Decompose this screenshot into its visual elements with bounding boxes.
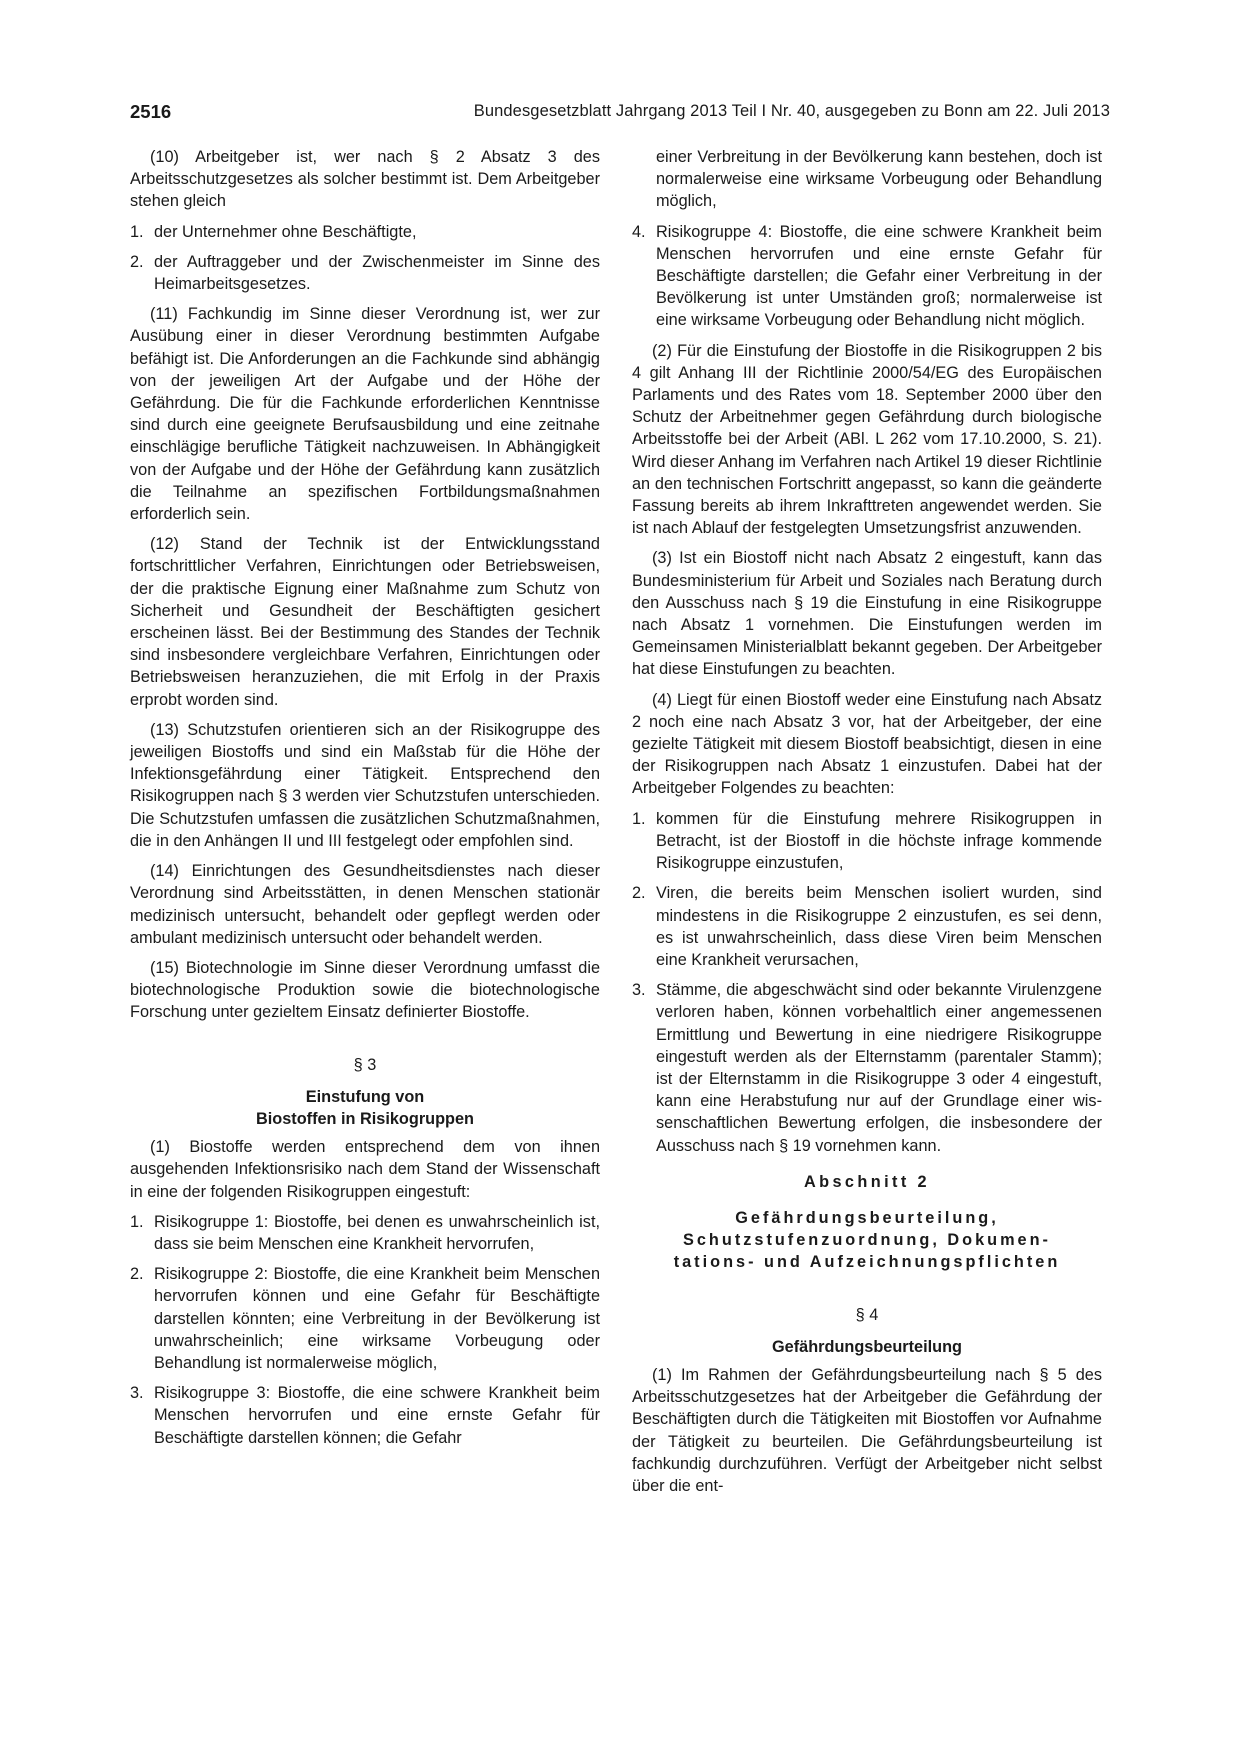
- section-3-paragraph-3: (3) Ist ein Biostoff nicht nach Absatz 2 eingestuft, kann das Bundesministerium für Arbeit und Soziales nach Beratung durch den Ausschuss nach § 19 die Einstufung in eine Risikogruppe nach Absatz 1 vornehmen. Die Einstufungen werden im Gemeinsamen Ministerialblatt bekannt gegeben. Der Arbeitgeber hat diese Einstufungen zu beachten.: [632, 549, 1102, 679]
- list-item-text: der Auftraggeber und der Zwischenmeister im Sinne des Heimarbeitsgesetzes.: [154, 252, 600, 294]
- chapter-number: Abschnitt 2: [803, 1172, 931, 1191]
- list-item: [130, 1263, 600, 1374]
- chapter-title: [632, 1207, 1102, 1274]
- list-item-text: Risikogruppe 2: Biostoffe, die eine Krankheit beim Menschen hervorrufen können und eine Gefahr für Beschäftigte darstellen könnten; eine Verbreitung in der Bevölkerung ist unwahrscheinlich; eine wirksame Vorbeugung oder Behandlung ist normalerweise möglich,: [154, 1265, 600, 1372]
- list-item: [632, 221, 1102, 332]
- list-item-text: Risikogruppe 4: Biostoffe, die eine schwere Krankheit beim Menschen hervorrufen und eine ernste Gefahr für Beschäftigte darstellen; die Gefahr einer Verbreitung in der Bevölkerung ist unter Umständen groß; normalerweise ist eine wirksame Vorbeugung oder Behandlung nicht möglich.: [656, 222, 1102, 330]
- paragraph-10: (10) Arbeitgeber ist, wer nach § 2 Absatz 3 des Arbeitsschutzgesetzes als solcher bestimmt ist. Dem Arbeitgeber stehen gleich: [130, 148, 600, 211]
- paragraph-15: (15) Biotechnologie im Sinne dieser Verordnung umfasst die biotechnologische Produktion sowie die biotechnologische Forschung unter gezieltem Einsatz definierter Biostoffe.: [130, 958, 600, 1022]
- list-item: [130, 1211, 600, 1255]
- list-item: [632, 882, 1102, 971]
- section-4-title: Gefährdungsbeurteilung: [772, 1337, 962, 1356]
- running-title: Bundesgesetzblatt Jahrgang 2013 Teil I Nr. 40, ausgegeben zu Bonn am 22. Juli 2013: [473, 102, 1110, 120]
- section-3-paragraph-1: (1) Biostoffe werden entsprechend dem von ihnen ausgehenden Infektionsrisiko nach dem Stand der Wissenschaft in eine der folgenden Risikogruppen eingestuft:: [130, 1138, 600, 1201]
- list-item-number: 2.: [130, 1265, 144, 1284]
- left-column: [130, 146, 600, 1457]
- list-item-text: einer Verbreitung in der Bevölkerung kann bestehen, doch ist normalerweise eine wirksame Vorbeugung oder Behandlung möglich,: [656, 148, 1102, 211]
- section-4-symbol: § 4: [855, 1305, 879, 1324]
- section-3-symbol: § 3: [353, 1055, 377, 1074]
- list-item-text: Risikogruppe 1: Biostoffe, bei denen es unwahrscheinlich ist, dass sie beim Menschen eine Krankheit hervorrufen,: [154, 1212, 600, 1253]
- list-item-number: 1.: [130, 222, 144, 241]
- section-3-paragraph-2: (2) Für die Einstufung der Biostoffe in die Risikogruppen 2 bis 4 gilt Anhang III der Richtlinie 2000/54/EG des Europäischen Parlaments und des Rates vom 18. September 2000 über den Schutz der Arbeitnehmer gegen Gefährdung durch biologische Arbeitsstoffe bei der Arbeit (ABl. L 262 vom 17.10.2000, S. 21). Wird dieser Anhang im Verfahren nach Artikel 19 dieser Richtlinie an den technischen Fortschritt angepasst, so kann die geänderte Fassung bereits ab ihrem Inkrafttreten angewendet werden. Sie ist nach Ablauf der festgelegten Umsetzungsfrist anzuwenden.: [632, 341, 1102, 538]
- list-item: [632, 808, 1102, 875]
- paragraph-10-list: [130, 221, 600, 296]
- risk-group-list: [130, 1211, 600, 1449]
- list-item-text: der Unternehmer ohne Beschäftigte,: [154, 222, 417, 241]
- list-item-text: kommen für die Einstufung mehrere Risikogruppen in Betracht, ist der Biostoff in die höchste infrage kommende Risikogruppe einzustufen,: [656, 809, 1102, 873]
- list-item-number: 3.: [130, 1384, 144, 1403]
- list-item-text: Risikogruppe 3: Biostoffe, die eine schwere Krankheit beim Menschen hervorrufen und eine ernste Gefahr für Beschäftigte darstellen können; die Gefahr: [154, 1384, 600, 1447]
- chapter-title-line-1: Gefährdungsbeurteilung,: [735, 1208, 999, 1227]
- list-item: [130, 251, 600, 295]
- list-item-number: 2.: [632, 884, 646, 903]
- chapter-title-line-2: Schutzstufenzuordnung, Dokumen-: [683, 1231, 1051, 1250]
- page-number: 2516: [130, 101, 172, 122]
- paragraph-13: (13) Schutzstufen orientieren sich an der Risikogruppe des jeweiligen Biostoffs und sind ein Maßstab für die Höhe der Infektionsgefährdung einer Tätigkeit. Entsprechend den Risikogruppen nach § 3 werden vier Schutzstufen unterschieden. Die Schutzstufen umfassen die zusätzlichen Schutzmaßnahmen, die in den Anhängen II und III festgelegt oder empfohlen sind.: [130, 720, 600, 850]
- section-3-paragraph-4: (4) Liegt für einen Biostoff weder eine Einstufung nach Absatz 2 noch eine nach Absatz 3 vor, hat der Arbeitgeber, der eine gezielte Tätigkeit mit diesem Biostoff beabsichtigt, diesen in eine der Risikogruppen nach Absatz 1 einzustufen. Dabei hat der Arbeitgeber Folgendes zu beachten:: [632, 690, 1102, 798]
- paragraph-4-list: [632, 808, 1102, 1157]
- list-item: [130, 1382, 600, 1449]
- list-item-number: 1.: [130, 1212, 144, 1231]
- list-item-number-spacer: [632, 146, 656, 213]
- list-item-number: 4.: [632, 222, 646, 241]
- list-item-number: 2.: [130, 252, 144, 271]
- list-item: [130, 221, 600, 243]
- list-item-number: 3.: [632, 981, 646, 1000]
- section-4-paragraph-1: (1) Im Rahmen der Gefährdungsbeurteilung nach § 5 des Arbeitsschutzgesetzes hat der Arbeitgeber die Gefährdung der Beschäftigten durch die Tätigkeiten mit Biostoffen vor Aufnahme der Tätigkeit zu beurteilen. Die Gefährdungsbeurteilung ist fachkundig durchzuführen. Verfügt der Arbeitgeber nicht selbst über die ent-: [632, 1365, 1102, 1495]
- list-item: [632, 979, 1102, 1157]
- section-3-title-line-2: Biostoffen in Risikogruppen: [256, 1109, 474, 1128]
- page-header: [130, 101, 1110, 127]
- section-3-title-line-1: Einstufung von: [305, 1087, 425, 1106]
- right-column: [632, 146, 1102, 1505]
- list-item-text: Stämme, die abgeschwächt sind oder bekannte Virulenzgene verloren haben, können vorbehaltlich einer angemessenen Ermittlung und Bewertung in eine niedrigere Risikogruppe eingestuft werden als der Elternstamm (parentaler Stamm); ist der Elternstamm in die Risikogruppe 3 oder 4 eingestuft, kann eine Herabstufung nur auf der Grundlage einer wissenschaftlichen Bewertung erfolgen, die insbesondere der Ausschuss nach § 19 vornehmen kann.: [656, 981, 1102, 1155]
- list-item: [632, 146, 1102, 213]
- chapter-title-line-3: tations- und Aufzeichnungspflichten: [673, 1253, 1061, 1272]
- paragraph-14: (14) Einrichtungen des Gesundheitsdienstes nach dieser Verordnung sind Arbeitsstätten, in denen Menschen stationär medizinisch untersucht, behandelt oder gepflegt werden oder ambulant medizinisch untersucht oder behandelt werden.: [130, 862, 600, 947]
- list-item-number: 1.: [632, 809, 646, 828]
- paragraph-12: (12) Stand der Technik ist der Entwicklungsstand fortschrittlicher Verfahren, Einrichtungen oder Betriebsweisen, der die praktische Eignung einer Maßnahme zum Schutz von Sicherheit und Gesundheit der Beschäftigten gesichert erscheinen lässt. Bei der Bestimmung des Standes der Technik sind insbesondere vergleichbare Verfahren, Einrichtungen oder Betriebsweisen heranzuziehen, die mit Erfolg in der Praxis erprobt worden sind.: [130, 535, 600, 709]
- list-item-text: Viren, die bereits beim Menschen isoliert wurden, sind mindestens in die Risikogruppe 2 einzustufen, es sei denn, es ist unwahrscheinlich, dass diese Viren beim Menschen eine Krankheit verursachen,: [656, 884, 1102, 969]
- section-3-title: [130, 1086, 600, 1130]
- risk-group-list-continued: [632, 146, 1102, 332]
- paragraph-11: (11) Fachkundig im Sinne dieser Verordnung ist, wer zur Ausübung einer in dieser Verordnung bestimmten Aufgabe befähigt ist. Die Anforderungen an die Fachkunde sind abhängig von der jeweiligen Art der Aufgabe und der Höhe der Gefährdung. Die für die Fachkunde erforderlichen Kenntnisse sind durch eine geeignete Berufsausbildung und eine zeitnahe einschlägige berufliche Tätigkeit nachzuweisen. In Abhängigkeit von der Aufgabe und der Höhe der Gefährdung kann zusätzlich die Teilnahme an spezifischen Fortbildungsmaßnahmen erforderlich sein.: [130, 305, 600, 524]
